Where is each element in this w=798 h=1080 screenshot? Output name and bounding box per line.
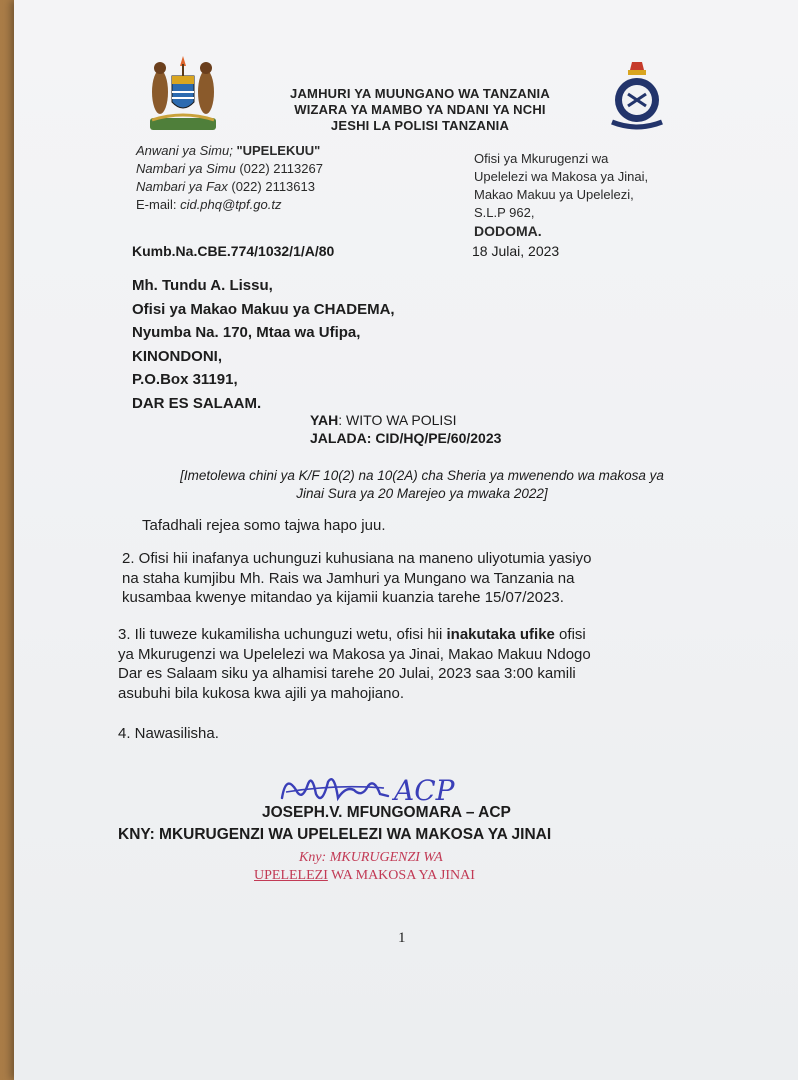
recipient-line: DAR ES SALAAM. xyxy=(132,394,262,412)
fax-value: (022) 2113613 xyxy=(231,179,315,194)
p3-text: ofisi xyxy=(554,626,586,643)
paragraph-1: Tafadhali rejea somo tajwa hapo juu. xyxy=(142,517,386,534)
letter-page xyxy=(14,0,798,1080)
subject-value: : WITO WA POLISI xyxy=(338,412,457,428)
signatory-name: JOSEPH.V. MFUNGOMARA – ACP xyxy=(262,804,511,821)
recipient-block xyxy=(132,274,395,415)
telegram-value: "UPELEKUU" xyxy=(236,143,321,158)
header-line-2: WIZARA YA MAMBO YA NDANI YA NCHI xyxy=(294,102,546,117)
office-city: DODOMA. xyxy=(474,223,542,239)
legal-note-line: [Imetolewa chini ya K/F 10(2) na 10(2A) cha Sheria ya mwenendo wa makosa ya xyxy=(180,468,664,483)
paragraph-line: 2. Ofisi hii inafanya uchunguzi kuhusiana na maneno uliyotumia yasiyo xyxy=(122,550,592,567)
paragraph-2 xyxy=(122,549,591,608)
office-line-3: Makao Makuu ya Upelelezi, xyxy=(474,187,634,202)
paragraph-line xyxy=(118,625,591,645)
office-address-block xyxy=(474,150,648,240)
recipient-line: P.O.Box 31191, xyxy=(132,371,238,388)
paragraph-line: na staha kumjibu Mh. Rais wa Jamhuri ya Mungano wa Tanzania na xyxy=(122,569,575,587)
email-label: E-mail: xyxy=(136,197,177,212)
p3-text: 3. Ili tuweze kukamilisha uchunguzi wetu, ofisi hii xyxy=(118,626,447,643)
subject-line xyxy=(310,412,457,428)
legal-note-line: Jinai Sura ya 20 Marejeo ya mwaka 2022] xyxy=(296,486,548,501)
subject-label: YAH xyxy=(310,412,339,428)
fax-label: Nambari ya Fax xyxy=(136,179,228,194)
stamp-line-2 xyxy=(254,868,475,884)
reference-number: Kumb.Na.CBE.774/1032/1/A/80 xyxy=(132,243,335,259)
recipient-line: Ofisi ya Makao Makuu ya CHADEMA, xyxy=(132,300,395,318)
paragraph-line: asubuhi bila kukosa kwa ajili ya mahojiano. xyxy=(118,684,404,702)
paragraph-line: Dar es Salaam siku ya alhamisi tarehe 20 Julai, 2023 saa 3:00 kamili xyxy=(118,665,576,682)
phone-label: Nambari ya Simu xyxy=(136,161,236,176)
paragraph-3 xyxy=(118,625,591,703)
fax-line xyxy=(136,178,323,196)
phone-value: (022) 2113267 xyxy=(239,161,323,176)
stamp-text: WA MAKOSA YA JINAI xyxy=(327,868,475,883)
legal-note xyxy=(142,467,702,503)
signature-acp-text: ACP xyxy=(394,774,455,807)
office-line-4: S.L.P 962, xyxy=(474,205,535,220)
contact-block xyxy=(136,142,323,214)
office-line-2: Upelelezi wa Makosa ya Jinai, xyxy=(474,169,649,184)
p3-bold-text: inakutaka ufike xyxy=(446,626,555,643)
recipient-line: Nyumba Na. 170, Mtaa wa Ufipa, xyxy=(132,324,361,341)
email-line xyxy=(136,196,323,214)
page-number: 1 xyxy=(398,930,406,946)
stamp-text: Kny: MKURUGENZI WA xyxy=(299,850,443,865)
recipient-line: Mh. Tundu A. Lissu, xyxy=(132,277,273,294)
header-line-3: JESHI LA POLISI TANZANIA xyxy=(330,118,510,133)
paragraph-4: 4. Nawasilisha. xyxy=(118,725,219,742)
letter-date: 18 Julai, 2023 xyxy=(472,243,560,259)
telegram-line xyxy=(136,142,323,160)
signatory-title: KNY: MKURUGENZI WA UPELELEZI WA MAKOSA YA JINAI xyxy=(118,826,552,843)
email-value: cid.phq@tpf.go.tz xyxy=(180,197,282,212)
recipient-line: KINONDONI, xyxy=(132,347,222,365)
file-number: JALADA: CID/HQ/PE/60/2023 xyxy=(310,430,502,446)
phone-line xyxy=(136,160,323,178)
coat-of-arms-logo xyxy=(146,52,220,134)
police-emblem-logo xyxy=(604,60,670,132)
telegram-label: Anwani ya Simu; xyxy=(136,143,233,158)
stamp-line-1 xyxy=(299,850,443,866)
office-line-1: Ofisi ya Mkurugenzi wa xyxy=(474,151,609,166)
paragraph-line: kusambaa kwenye mitandao ya kijamii kuanzia tarehe 15/07/2023. xyxy=(122,589,564,606)
paragraph-line: ya Mkurugenzi wa Upelelezi wa Makosa ya Jinai, Makao Makuu Ndogo xyxy=(118,645,591,663)
stamp-text: UPELELEZI xyxy=(254,868,328,883)
header-line-1: JAMHURI YA MUUNGANO WA TANZANIA xyxy=(290,86,550,101)
